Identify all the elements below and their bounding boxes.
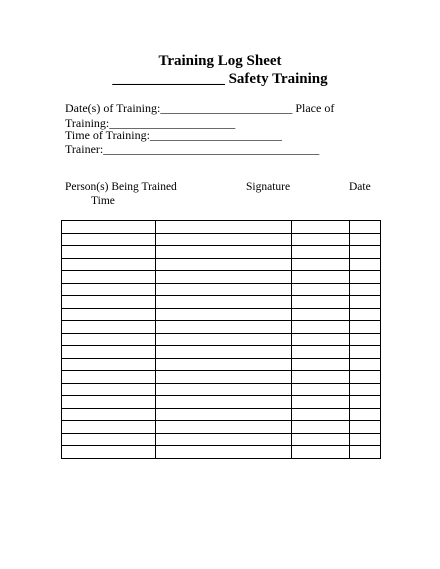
signature-cell[interactable] bbox=[292, 221, 350, 234]
person-cell[interactable] bbox=[156, 333, 292, 346]
table-row bbox=[62, 408, 381, 421]
date-cell[interactable] bbox=[350, 258, 381, 271]
date-cell[interactable] bbox=[350, 296, 381, 309]
time-cell[interactable] bbox=[62, 421, 156, 434]
table-row bbox=[62, 396, 381, 409]
signature-cell[interactable] bbox=[292, 396, 350, 409]
person-cell[interactable] bbox=[156, 433, 292, 446]
table-row bbox=[62, 308, 381, 321]
signature-cell[interactable] bbox=[292, 321, 350, 334]
person-cell[interactable] bbox=[156, 296, 292, 309]
time-cell[interactable] bbox=[62, 246, 156, 259]
time-cell[interactable] bbox=[62, 408, 156, 421]
date-cell[interactable] bbox=[350, 346, 381, 359]
person-cell[interactable] bbox=[156, 258, 292, 271]
table-row bbox=[62, 371, 381, 384]
time-cell[interactable] bbox=[62, 433, 156, 446]
signature-cell[interactable] bbox=[292, 233, 350, 246]
time-cell[interactable] bbox=[62, 296, 156, 309]
person-cell[interactable] bbox=[156, 221, 292, 234]
date-cell[interactable] bbox=[350, 271, 381, 284]
time-cell[interactable] bbox=[62, 333, 156, 346]
time-cell[interactable] bbox=[62, 271, 156, 284]
person-cell[interactable] bbox=[156, 346, 292, 359]
signature-cell[interactable] bbox=[292, 421, 350, 434]
person-cell[interactable] bbox=[156, 271, 292, 284]
signature-cell[interactable] bbox=[292, 346, 350, 359]
date-cell[interactable] bbox=[350, 333, 381, 346]
time-cell[interactable] bbox=[62, 258, 156, 271]
time-cell[interactable] bbox=[62, 221, 156, 234]
table-row bbox=[62, 358, 381, 371]
table-row bbox=[62, 446, 381, 459]
table-row bbox=[62, 383, 381, 396]
signature-cell[interactable] bbox=[292, 433, 350, 446]
person-cell[interactable] bbox=[156, 396, 292, 409]
signature-cell[interactable] bbox=[292, 408, 350, 421]
date-cell[interactable] bbox=[350, 446, 381, 459]
table-row bbox=[62, 221, 381, 234]
date-cell[interactable] bbox=[350, 308, 381, 321]
time-cell[interactable] bbox=[62, 283, 156, 296]
table-row bbox=[62, 283, 381, 296]
signature-column-header: Signature bbox=[246, 181, 291, 193]
time-cell[interactable] bbox=[62, 446, 156, 459]
signature-cell[interactable] bbox=[292, 358, 350, 371]
training-log-rows bbox=[62, 221, 381, 459]
time-cell[interactable] bbox=[62, 383, 156, 396]
person-cell[interactable] bbox=[156, 421, 292, 434]
table-row bbox=[62, 421, 381, 434]
signature-cell[interactable] bbox=[292, 283, 350, 296]
person-cell[interactable] bbox=[156, 308, 292, 321]
time-cell[interactable] bbox=[62, 346, 156, 359]
trainer-field: Trainer:____________________________________ bbox=[65, 142, 320, 156]
signature-cell[interactable] bbox=[292, 246, 350, 259]
table-row bbox=[62, 296, 381, 309]
date-cell[interactable] bbox=[350, 408, 381, 421]
time-cell[interactable] bbox=[62, 396, 156, 409]
person-cell[interactable] bbox=[156, 358, 292, 371]
date-cell[interactable] bbox=[350, 221, 381, 234]
time-cell[interactable] bbox=[62, 358, 156, 371]
time-cell[interactable] bbox=[62, 371, 156, 384]
signature-cell[interactable] bbox=[292, 333, 350, 346]
signature-cell[interactable] bbox=[292, 296, 350, 309]
person-cell[interactable] bbox=[156, 246, 292, 259]
table-row bbox=[62, 258, 381, 271]
time-cell[interactable] bbox=[62, 308, 156, 321]
person-cell[interactable] bbox=[156, 283, 292, 296]
signature-cell[interactable] bbox=[292, 383, 350, 396]
place-of-training-field: Training:_____________________ bbox=[65, 116, 236, 130]
signature-cell[interactable] bbox=[292, 271, 350, 284]
table-row bbox=[62, 321, 381, 334]
signature-cell[interactable] bbox=[292, 446, 350, 459]
date-cell[interactable] bbox=[350, 233, 381, 246]
signature-cell[interactable] bbox=[292, 258, 350, 271]
time-of-training-field: Time of Training:______________________ bbox=[65, 128, 282, 142]
person-cell[interactable] bbox=[156, 446, 292, 459]
person-cell[interactable] bbox=[156, 233, 292, 246]
person-cell[interactable] bbox=[156, 408, 292, 421]
table-row bbox=[62, 233, 381, 246]
table-row bbox=[62, 333, 381, 346]
date-cell[interactable] bbox=[350, 358, 381, 371]
signature-cell[interactable] bbox=[292, 371, 350, 384]
signature-cell[interactable] bbox=[292, 308, 350, 321]
date-cell[interactable] bbox=[350, 383, 381, 396]
person-cell[interactable] bbox=[156, 321, 292, 334]
training-log-table bbox=[61, 220, 381, 459]
date-cell[interactable] bbox=[350, 246, 381, 259]
document-title: Training Log Sheet bbox=[158, 53, 282, 69]
date-cell[interactable] bbox=[350, 433, 381, 446]
person-cell[interactable] bbox=[156, 383, 292, 396]
date-cell[interactable] bbox=[350, 371, 381, 384]
date-column-header: Date bbox=[349, 181, 371, 193]
table-row bbox=[62, 246, 381, 259]
person-column-header: Person(s) Being Trained bbox=[65, 181, 177, 193]
person-cell[interactable] bbox=[156, 371, 292, 384]
dates-of-training-field: Date(s) of Training:______________________ Place of bbox=[65, 101, 335, 115]
document-subtitle: _______________ Safety Training bbox=[112, 71, 328, 87]
table-row bbox=[62, 433, 381, 446]
time-cell[interactable] bbox=[62, 233, 156, 246]
table-row bbox=[62, 346, 381, 359]
date-cell[interactable] bbox=[350, 421, 381, 434]
date-cell[interactable] bbox=[350, 396, 381, 409]
time-cell[interactable] bbox=[62, 321, 156, 334]
date-cell[interactable] bbox=[350, 283, 381, 296]
date-cell[interactable] bbox=[350, 321, 381, 334]
time-column-header: Time bbox=[91, 195, 115, 207]
table-row bbox=[62, 271, 381, 284]
